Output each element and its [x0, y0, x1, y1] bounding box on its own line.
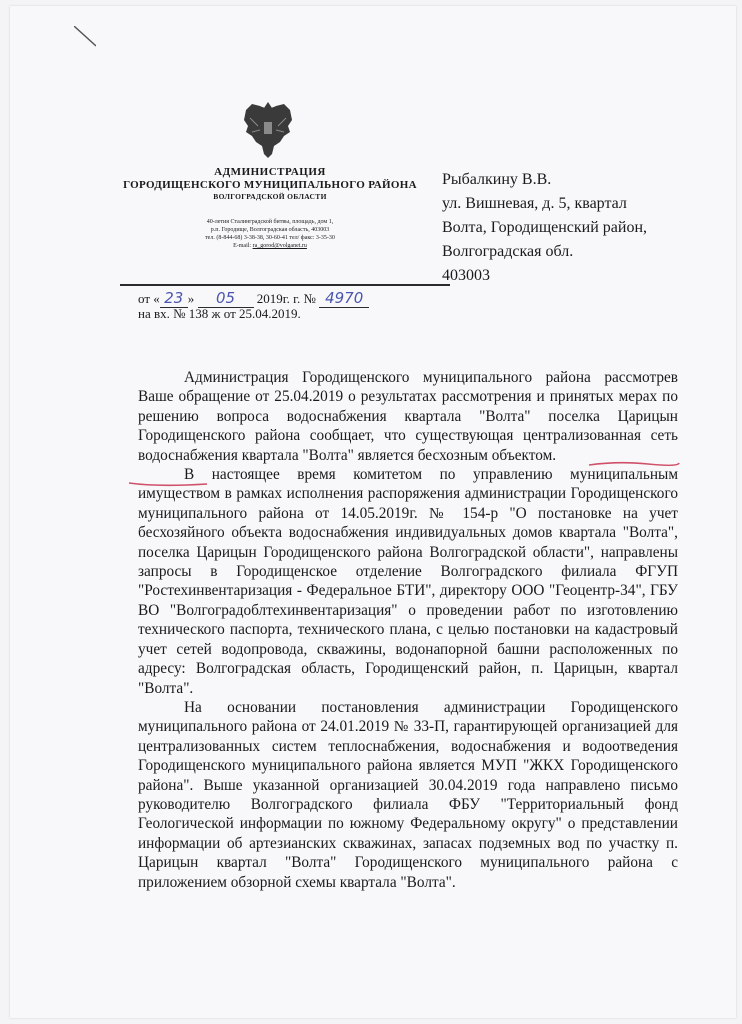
org-name-line2: ГОРОДИЩЕНСКОГО МУНИЦИПАЛЬНОГО РАЙОНА — [123, 179, 417, 191]
date-year: 2019г. г. — [256, 291, 301, 306]
recipient-line: 403003 — [442, 267, 490, 284]
handwritten-month: 05 — [215, 289, 236, 307]
letter-page — [10, 6, 736, 1018]
letter-body — [138, 368, 678, 892]
incoming-reference: на вх. № 138 ж от 25.04.2019. — [138, 306, 301, 321]
handwritten-number: 4970 — [325, 289, 364, 307]
org-email-row — [120, 242, 420, 250]
recipient-address — [442, 168, 732, 288]
org-email: ra_gorod@volganet.ru — [252, 243, 307, 249]
org-name-line3: ВОЛГОГРАДСКОЙ ОБЛАСТИ — [213, 192, 327, 201]
number-label: № — [303, 291, 316, 306]
date-from-label: от — [138, 291, 151, 306]
sender-org-block — [120, 166, 420, 250]
recipient-line: ул. Вишневая, д. 5, квартал — [442, 195, 627, 212]
body-paragraph: На основании постановления администрации Городищенского муниципального района от 24.01.2019 № 33-П, гарантирующей организацией для централизованных систем теплоснабжения, водоснабжения и водоотведения Городищенского муниципального района является МУП "ЖКХ Городищенского района". Выше указанной организацией 30.04.2019 года направлено письмо руководителю Волгоградского филиала ФБУ "Территориальный фонд Геологической информации по южному Федеральному округу" о представлении информации об артезианских скважинах, запасах подземных вод по участку п. Царицын квартал "Волта" Городищенского муниципального района с приложением обзорной схемы квартала "Волта". — [138, 698, 678, 891]
red-underline-mark — [128, 480, 208, 488]
outgoing-registration: от « 23 » 05 2019г. г. № 4970 — [138, 290, 369, 308]
header-divider — [120, 284, 450, 286]
body-paragraph: В настоящее время комитетом по управлению муниципальным имуществом в рамках исполнения распоряжения администрации Городищенского муниципального района от 14.05.2019г. № 154-р "О постановке на учет бесхозяйного объекта водоснабжения индивидуальных домов квартала "Волта", поселка Царицын Городищенского района Волгоградской области", направлены запросы в Городищенское отделение Волгоградского филиала ФГУП "Ростехинвентаризация - Федеральное БТИ", директору ООО "Геоцентр-34", ГБУ ВО "Волгоградоблтехинвентаризация" о проведении работ по изготовлению технического паспорта, технического плана, с целью постановки на кадастровый учет сетей водопровода, скважины, водонапорной башни расположенных по адресу: Волгоградская область, Городищенский район, п. Царицын, квартал "Волта". — [138, 466, 678, 697]
coat-of-arms-emblem — [240, 96, 296, 162]
recipient-line: Волгоградская обл. — [442, 243, 574, 260]
org-email-label: E-mail: — [233, 243, 252, 249]
org-address-line2: р.п. Городище, Волгоградская область, 403003 — [210, 227, 330, 233]
body-paragraph: Администрация Городищенского муниципального района рассмотрев Ваше обращение от 25.04.2019 о результатах рассмотрения и принятых мерах по решению вопроса водоснабжения квартала "Волта" поселка Царицын Городищенского района сообщает, что существующая централизованная сеть водоснабжения квартала "Волта" является бесхозным объектом. — [138, 369, 678, 464]
org-contacts — [120, 218, 420, 250]
recipient-line: Волта, Городищенский район, — [442, 219, 648, 236]
handwritten-day: 23 — [164, 289, 184, 307]
pencil-mark — [74, 26, 96, 48]
org-address-line1: 40-летия Сталинградской битвы, площадь, дом 1, — [206, 219, 334, 225]
red-underline-mark — [588, 460, 680, 468]
org-name-line1: АДМИНИСТРАЦИЯ — [214, 166, 326, 178]
org-phones: тел. (8-844-68) 3-38-38, 30-60-41 тел/ факс: 3-35-30 — [205, 235, 335, 241]
recipient-line: Рыбалкину В.В. — [442, 171, 552, 188]
